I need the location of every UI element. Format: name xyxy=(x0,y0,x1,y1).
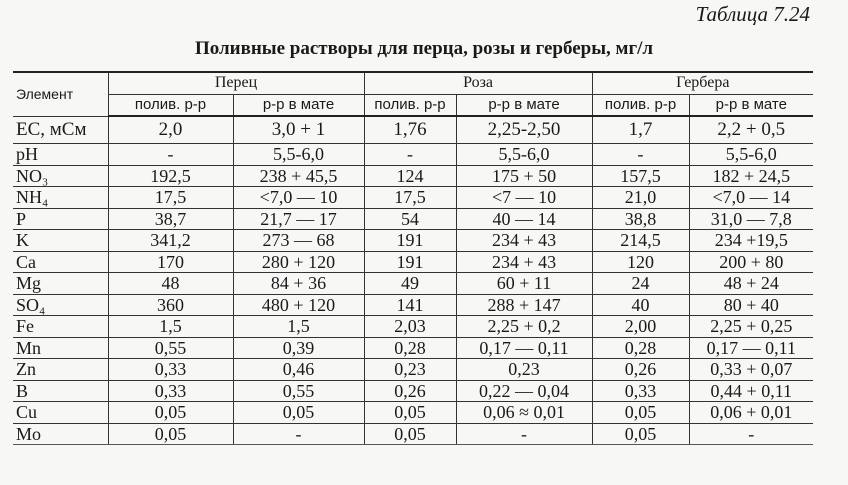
value-cell: 0,26 xyxy=(364,380,456,402)
value-cell: 40 xyxy=(592,294,689,316)
value-cell: - xyxy=(689,423,813,445)
element-name-cell: NH₄ xyxy=(13,187,108,209)
value-cell: 5,5-6,0 xyxy=(456,144,592,166)
value-cell: 2,25 + 0,2 xyxy=(456,316,592,338)
value-cell: 0,55 xyxy=(108,337,233,359)
value-cell: 17,5 xyxy=(364,187,456,209)
value-cell: 214,5 xyxy=(592,230,689,252)
table-row xyxy=(13,116,813,144)
column-header-element: Элемент xyxy=(13,72,108,116)
subcolumn-header: полив. р-р xyxy=(108,94,233,116)
value-cell: 2,00 xyxy=(592,316,689,338)
value-cell: - xyxy=(456,423,592,445)
value-cell: <7,0 — 10 xyxy=(233,187,364,209)
table-row xyxy=(13,230,813,252)
value-cell: 157,5 xyxy=(592,165,689,187)
value-cell: 234 + 43 xyxy=(456,230,592,252)
value-cell: 175 + 50 xyxy=(456,165,592,187)
value-cell: 2,0 xyxy=(108,116,233,144)
value-cell: 0,06 ≈ 0,01 xyxy=(456,402,592,424)
value-cell: 0,46 xyxy=(233,359,364,381)
value-cell: 124 xyxy=(364,165,456,187)
value-cell: 0,39 xyxy=(233,337,364,359)
value-cell: 238 + 45,5 xyxy=(233,165,364,187)
subcolumn-header: полив. р-р xyxy=(592,94,689,116)
element-name-cell: Zn xyxy=(13,359,108,381)
table-row xyxy=(13,273,813,295)
column-group-pepper: Перец xyxy=(108,72,364,94)
subcolumn-header: полив. р-р xyxy=(364,94,456,116)
value-cell: 0,23 xyxy=(364,359,456,381)
value-cell: - xyxy=(592,144,689,166)
value-cell: 0,33 xyxy=(108,380,233,402)
value-cell: - xyxy=(108,144,233,166)
element-name-cell: B xyxy=(13,380,108,402)
value-cell: 31,0 — 7,8 xyxy=(689,208,813,230)
value-cell: 48 + 24 xyxy=(689,273,813,295)
value-cell: 191 xyxy=(364,251,456,273)
value-cell: 0,26 xyxy=(592,359,689,381)
value-cell: 480 + 120 xyxy=(233,294,364,316)
table-row xyxy=(13,380,813,402)
value-cell: 0,44 + 0,11 xyxy=(689,380,813,402)
element-name-cell: рН xyxy=(13,144,108,166)
value-cell: 182 + 24,5 xyxy=(689,165,813,187)
header-group-row xyxy=(13,72,813,94)
value-cell: 0,22 — 0,04 xyxy=(456,380,592,402)
value-cell: 24 xyxy=(592,273,689,295)
table-row xyxy=(13,316,813,338)
value-cell: 0,05 xyxy=(592,423,689,445)
table-row xyxy=(13,337,813,359)
value-cell: 0,05 xyxy=(364,402,456,424)
value-cell: 0,28 xyxy=(592,337,689,359)
value-cell: 288 + 147 xyxy=(456,294,592,316)
value-cell: 191 xyxy=(364,230,456,252)
value-cell: 273 — 68 xyxy=(233,230,364,252)
value-cell: 21,7 — 17 xyxy=(233,208,364,230)
column-group-gerbera: Гербера xyxy=(592,72,813,94)
value-cell: 0,05 xyxy=(233,402,364,424)
subcolumn-header: р-р в мате xyxy=(456,94,592,116)
value-cell: 38,8 xyxy=(592,208,689,230)
value-cell: 0,17 — 0,11 xyxy=(456,337,592,359)
value-cell: 360 xyxy=(108,294,233,316)
table-row xyxy=(13,423,813,445)
value-cell: 0,06 + 0,01 xyxy=(689,402,813,424)
table-row xyxy=(13,165,813,187)
value-cell: 84 + 36 xyxy=(233,273,364,295)
value-cell: 5,5-6,0 xyxy=(689,144,813,166)
value-cell: 49 xyxy=(364,273,456,295)
value-cell: 48 xyxy=(108,273,233,295)
value-cell: 0,55 xyxy=(233,380,364,402)
value-cell: <7 — 10 xyxy=(456,187,592,209)
value-cell: 120 xyxy=(592,251,689,273)
table-number-label: Таблица 7.24 xyxy=(695,2,810,26)
value-cell: 0,05 xyxy=(108,423,233,445)
value-cell: <7,0 — 14 xyxy=(689,187,813,209)
value-cell: 192,5 xyxy=(108,165,233,187)
value-cell: 1,5 xyxy=(108,316,233,338)
value-cell: 2,25 + 0,25 xyxy=(689,316,813,338)
value-cell: 141 xyxy=(364,294,456,316)
element-name-cell: SO₄ xyxy=(13,294,108,316)
value-cell: 0,28 xyxy=(364,337,456,359)
subcolumn-header: р-р в мате xyxy=(233,94,364,116)
value-cell: 341,2 xyxy=(108,230,233,252)
value-cell: 2,25-2,50 xyxy=(456,116,592,144)
value-cell: 38,7 xyxy=(108,208,233,230)
value-cell: 21,0 xyxy=(592,187,689,209)
element-name-cell: Mo xyxy=(13,423,108,445)
value-cell: 0,05 xyxy=(364,423,456,445)
value-cell: 40 — 14 xyxy=(456,208,592,230)
table-row xyxy=(13,208,813,230)
value-cell: 280 + 120 xyxy=(233,251,364,273)
element-name-cell: K xyxy=(13,230,108,252)
element-name-cell: ЕС, мСм xyxy=(13,116,108,144)
value-cell: 1,5 xyxy=(233,316,364,338)
value-cell: 234 +19,5 xyxy=(689,230,813,252)
value-cell: 80 + 40 xyxy=(689,294,813,316)
value-cell: 0,33 xyxy=(108,359,233,381)
value-cell: 3,0 + 1 xyxy=(233,116,364,144)
value-cell: 17,5 xyxy=(108,187,233,209)
value-cell: 0,33 xyxy=(592,380,689,402)
value-cell: 0,33 + 0,07 xyxy=(689,359,813,381)
value-cell: - xyxy=(364,144,456,166)
column-group-rose: Роза xyxy=(364,72,592,94)
table-title: Поливные растворы для перца, розы и герберы, мг/л xyxy=(194,38,654,59)
value-cell: 1,7 xyxy=(592,116,689,144)
table-body xyxy=(13,116,813,445)
table-row xyxy=(13,251,813,273)
value-cell: 200 + 80 xyxy=(689,251,813,273)
table-row xyxy=(13,402,813,424)
subcolumn-header: р-р в мате xyxy=(689,94,813,116)
value-cell: 0,17 — 0,11 xyxy=(689,337,813,359)
element-name-cell: Cu xyxy=(13,402,108,424)
value-cell: 1,76 xyxy=(364,116,456,144)
element-name-cell: Mn xyxy=(13,337,108,359)
table-row xyxy=(13,187,813,209)
value-cell: - xyxy=(233,423,364,445)
value-cell: 60 + 11 xyxy=(456,273,592,295)
value-cell: 0,05 xyxy=(592,402,689,424)
value-cell: 5,5-6,0 xyxy=(233,144,364,166)
value-cell: 170 xyxy=(108,251,233,273)
value-cell: 54 xyxy=(364,208,456,230)
element-name-cell: P xyxy=(13,208,108,230)
table-row xyxy=(13,294,813,316)
table-row xyxy=(13,359,813,381)
element-name-cell: Mg xyxy=(13,273,108,295)
value-cell: 234 + 43 xyxy=(456,251,592,273)
value-cell: 0,05 xyxy=(108,402,233,424)
value-cell: 0,23 xyxy=(456,359,592,381)
table-row xyxy=(13,144,813,166)
element-name-cell: NO₃ xyxy=(13,165,108,187)
header-subcolumn-row xyxy=(13,94,813,116)
value-cell: 2,2 + 0,5 xyxy=(689,116,813,144)
element-name-cell: Ca xyxy=(13,251,108,273)
nutrient-solutions-table xyxy=(13,71,813,445)
element-name-cell: Fe xyxy=(13,316,108,338)
value-cell: 2,03 xyxy=(364,316,456,338)
